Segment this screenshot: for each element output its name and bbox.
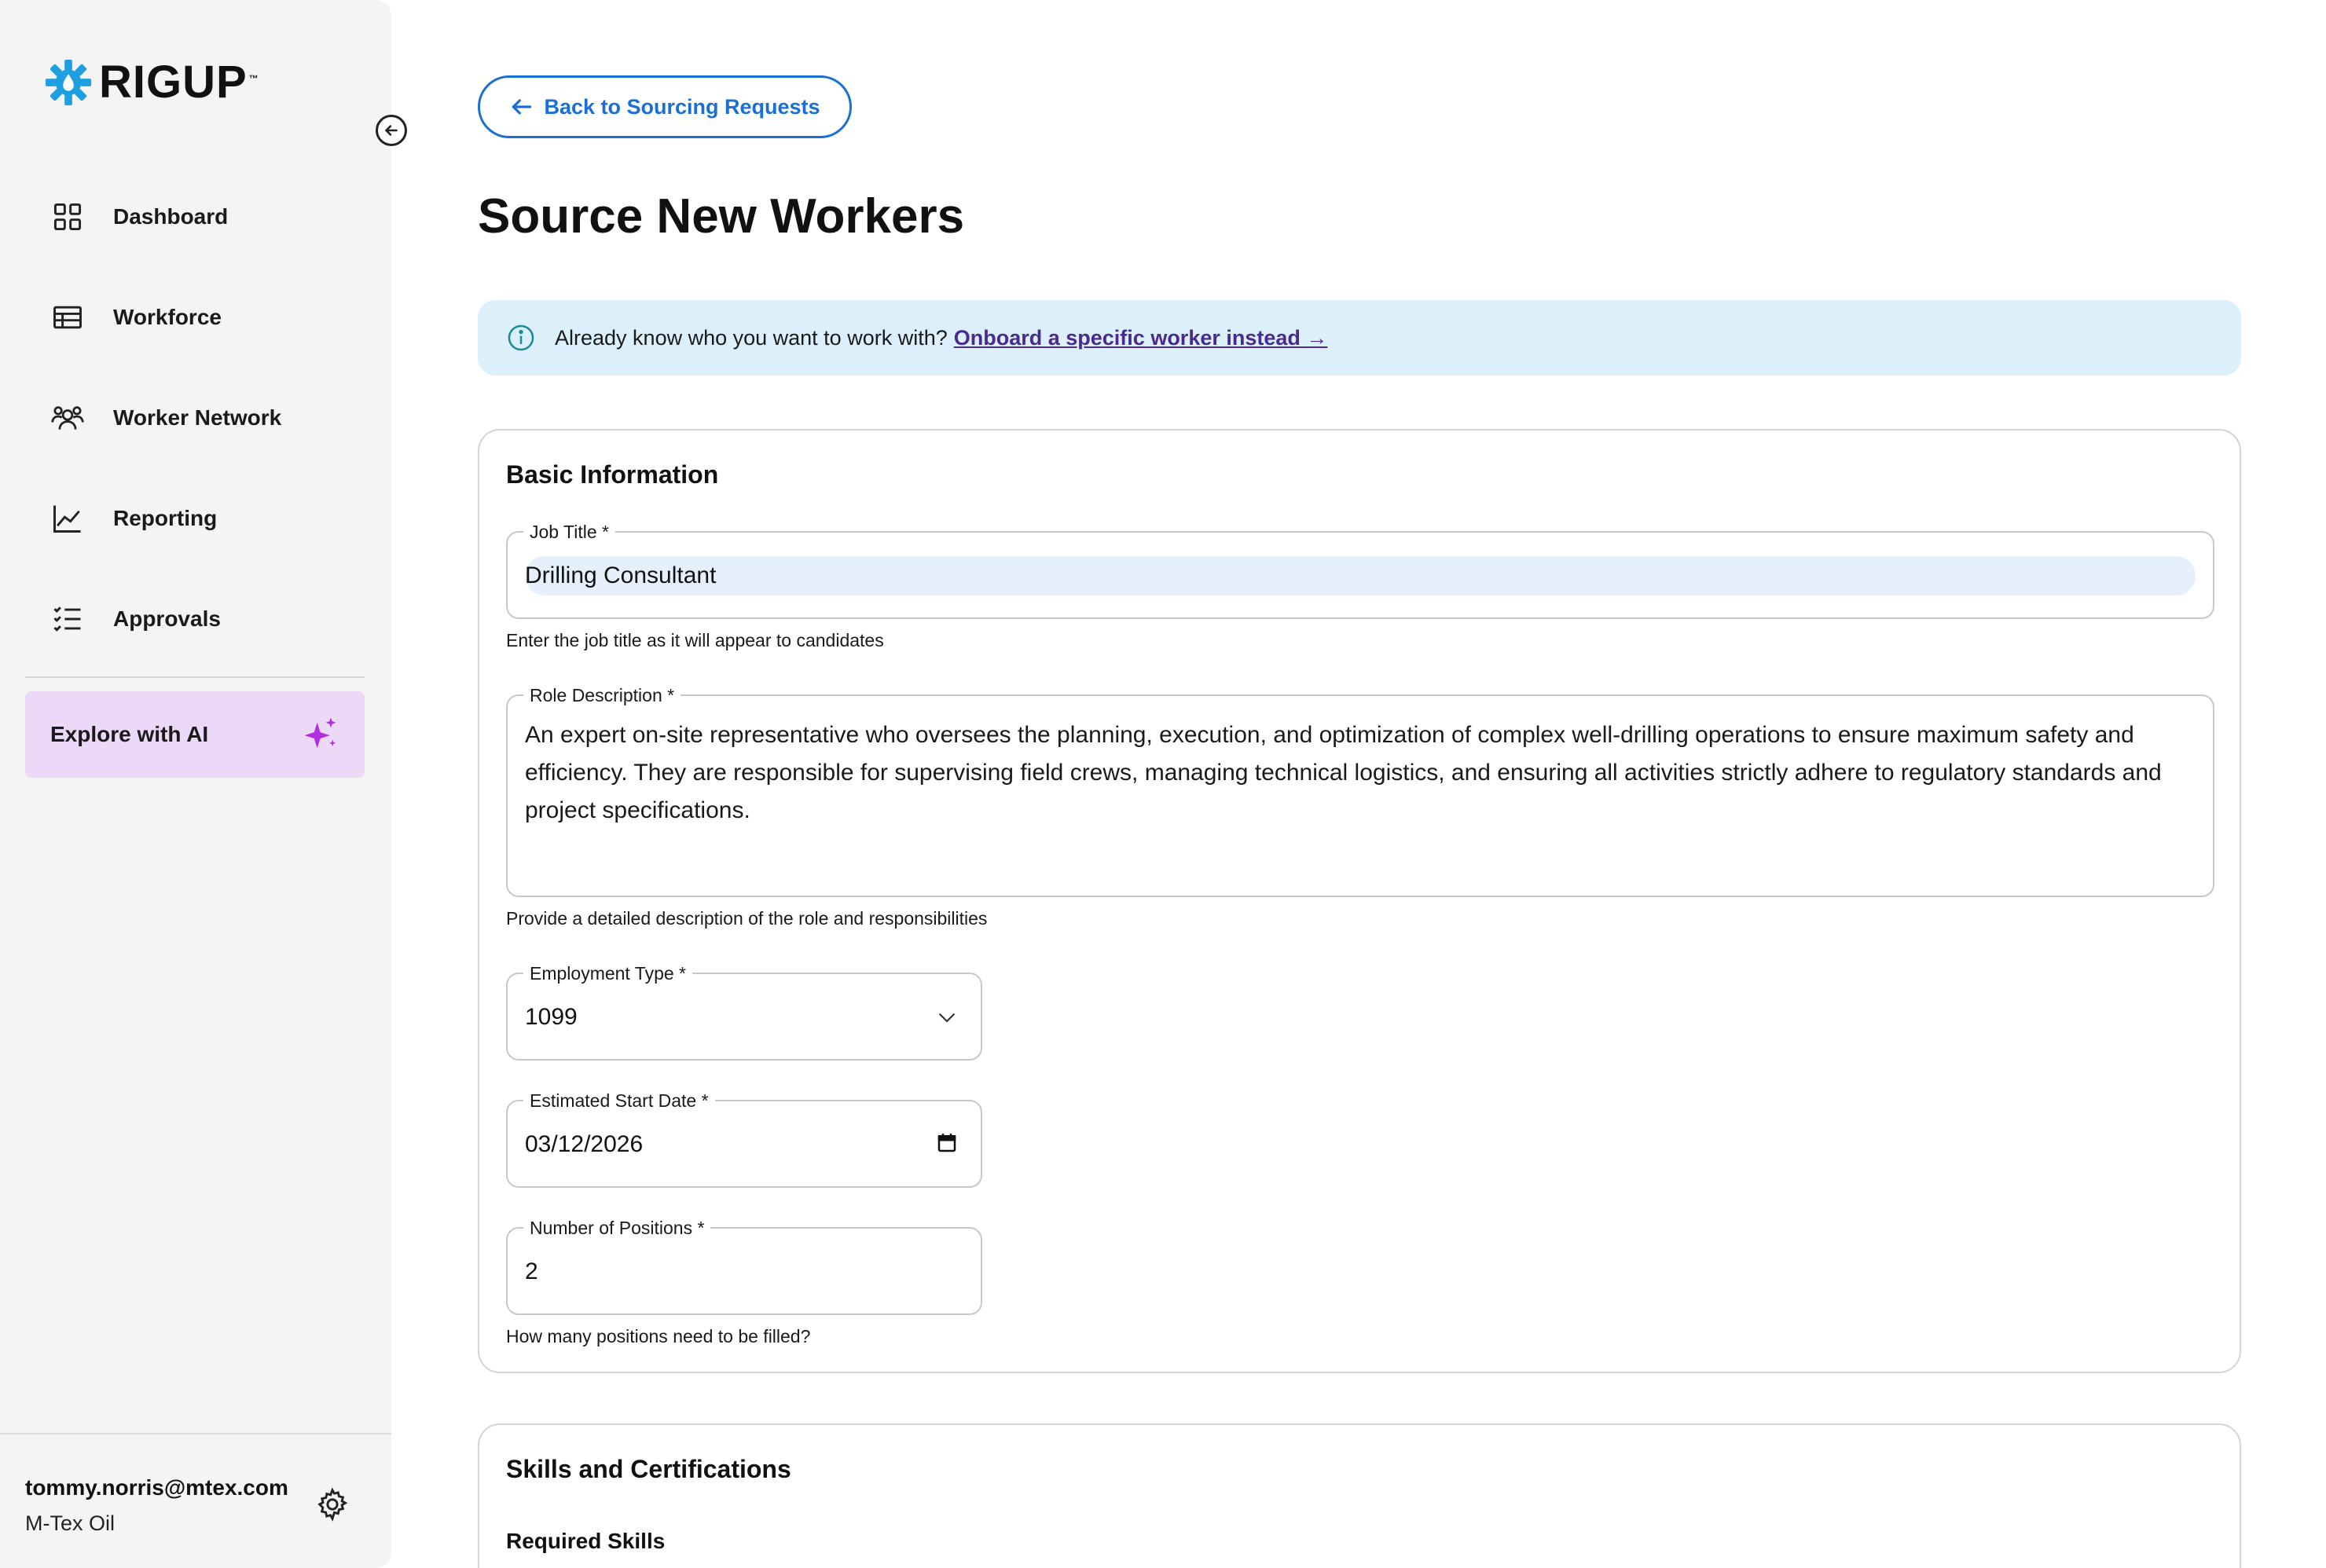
explore-with-ai-button[interactable] <box>25 691 365 778</box>
field-label: Number of Positions * <box>523 1218 710 1238</box>
banner-text: Already know who you want to work with? <box>555 325 948 350</box>
number-of-positions-field[interactable] <box>506 1218 982 1315</box>
sidebar-item-label: Workforce <box>113 305 222 329</box>
back-button-label: Back to Sourcing Requests <box>544 94 820 119</box>
checklist-icon <box>50 602 85 636</box>
calendar-icon[interactable] <box>935 1131 959 1155</box>
line-chart-icon <box>50 501 85 536</box>
user-org: M-Tex Oil <box>25 1511 115 1535</box>
gear-icon[interactable] <box>314 1486 350 1522</box>
explore-with-ai-label: Explore with AI <box>50 722 209 746</box>
field-label: Estimated Start Date * <box>523 1090 715 1111</box>
sidebar-item-approvals[interactable] <box>50 588 365 650</box>
chevron-down-icon <box>935 1006 959 1029</box>
rigup-logo[interactable] <box>44 55 259 110</box>
section-title: Basic Information <box>506 460 719 489</box>
brand-name: RIGUP ™ <box>99 57 259 108</box>
sidebar-item-workforce[interactable] <box>50 286 365 349</box>
estimated-start-date-field[interactable] <box>506 1090 982 1188</box>
table-icon <box>50 300 85 335</box>
rigup-gear-icon <box>44 58 93 107</box>
arrow-left-icon <box>381 120 402 141</box>
job-title-field[interactable] <box>506 522 2214 619</box>
skills-certifications-card <box>478 1423 2241 1568</box>
positions-helper: How many positions need to be filled? <box>506 1326 811 1346</box>
job-title-input[interactable]: Drilling Consultant <box>525 562 717 588</box>
employment-type-value: 1099 <box>525 1004 578 1030</box>
role-description-helper: Provide a detailed description of the role and responsibilities <box>506 908 988 929</box>
info-icon <box>506 323 536 353</box>
user-divider <box>0 1433 391 1434</box>
back-to-sourcing-requests-button[interactable] <box>478 75 852 138</box>
people-icon <box>50 401 85 435</box>
sidebar <box>0 0 391 1568</box>
sidebar-item-label: Worker Network <box>113 405 282 430</box>
sidebar-item-reporting[interactable] <box>50 487 365 550</box>
job-title-helper: Enter the job title as it will appear to candidates <box>506 630 884 650</box>
sparkle-icon <box>300 714 341 755</box>
field-label: Role Description * <box>523 685 681 705</box>
arrow-left-icon <box>509 94 534 119</box>
employment-type-select[interactable] <box>506 963 982 1061</box>
autofill-highlight <box>525 556 2196 595</box>
sidebar-item-label: Dashboard <box>113 204 229 229</box>
role-description-textarea[interactable]: An expert on-site representative who oversees the planning, execution, and optimization of complex well-drilling operations to ensure maximum safety and efficiency. They are responsible for supervising field crews, managing technical logistics, and ensuring all activities strictly adhere to regulatory standards and project specifications. <box>525 722 2162 823</box>
collapse-sidebar-button[interactable] <box>376 115 407 146</box>
role-description-field[interactable] <box>506 685 2214 897</box>
info-banner <box>478 300 2241 376</box>
field-label: Job Title * <box>523 522 615 542</box>
field-label: Employment Type * <box>523 963 692 984</box>
positions-input[interactable]: 2 <box>525 1258 538 1284</box>
sidebar-item-label: Approvals <box>113 606 221 631</box>
page-title: Source New Workers <box>478 189 965 244</box>
section-title: Skills and Certifications <box>506 1455 791 1483</box>
required-skills-label: Required Skills <box>506 1529 666 1553</box>
user-email: tommy.norris@mtex.com <box>25 1475 288 1500</box>
sidebar-item-dashboard[interactable] <box>50 185 365 248</box>
sidebar-item-worker-network[interactable] <box>50 387 365 449</box>
grid-icon <box>50 200 85 234</box>
sidebar-item-label: Reporting <box>113 506 218 530</box>
basic-information-card <box>478 429 2241 1373</box>
start-date-input[interactable]: 03/12/2026 <box>525 1131 644 1157</box>
onboard-specific-worker-link[interactable]: Onboard a specific worker instead → <box>953 325 1328 350</box>
nav-divider <box>25 676 365 678</box>
